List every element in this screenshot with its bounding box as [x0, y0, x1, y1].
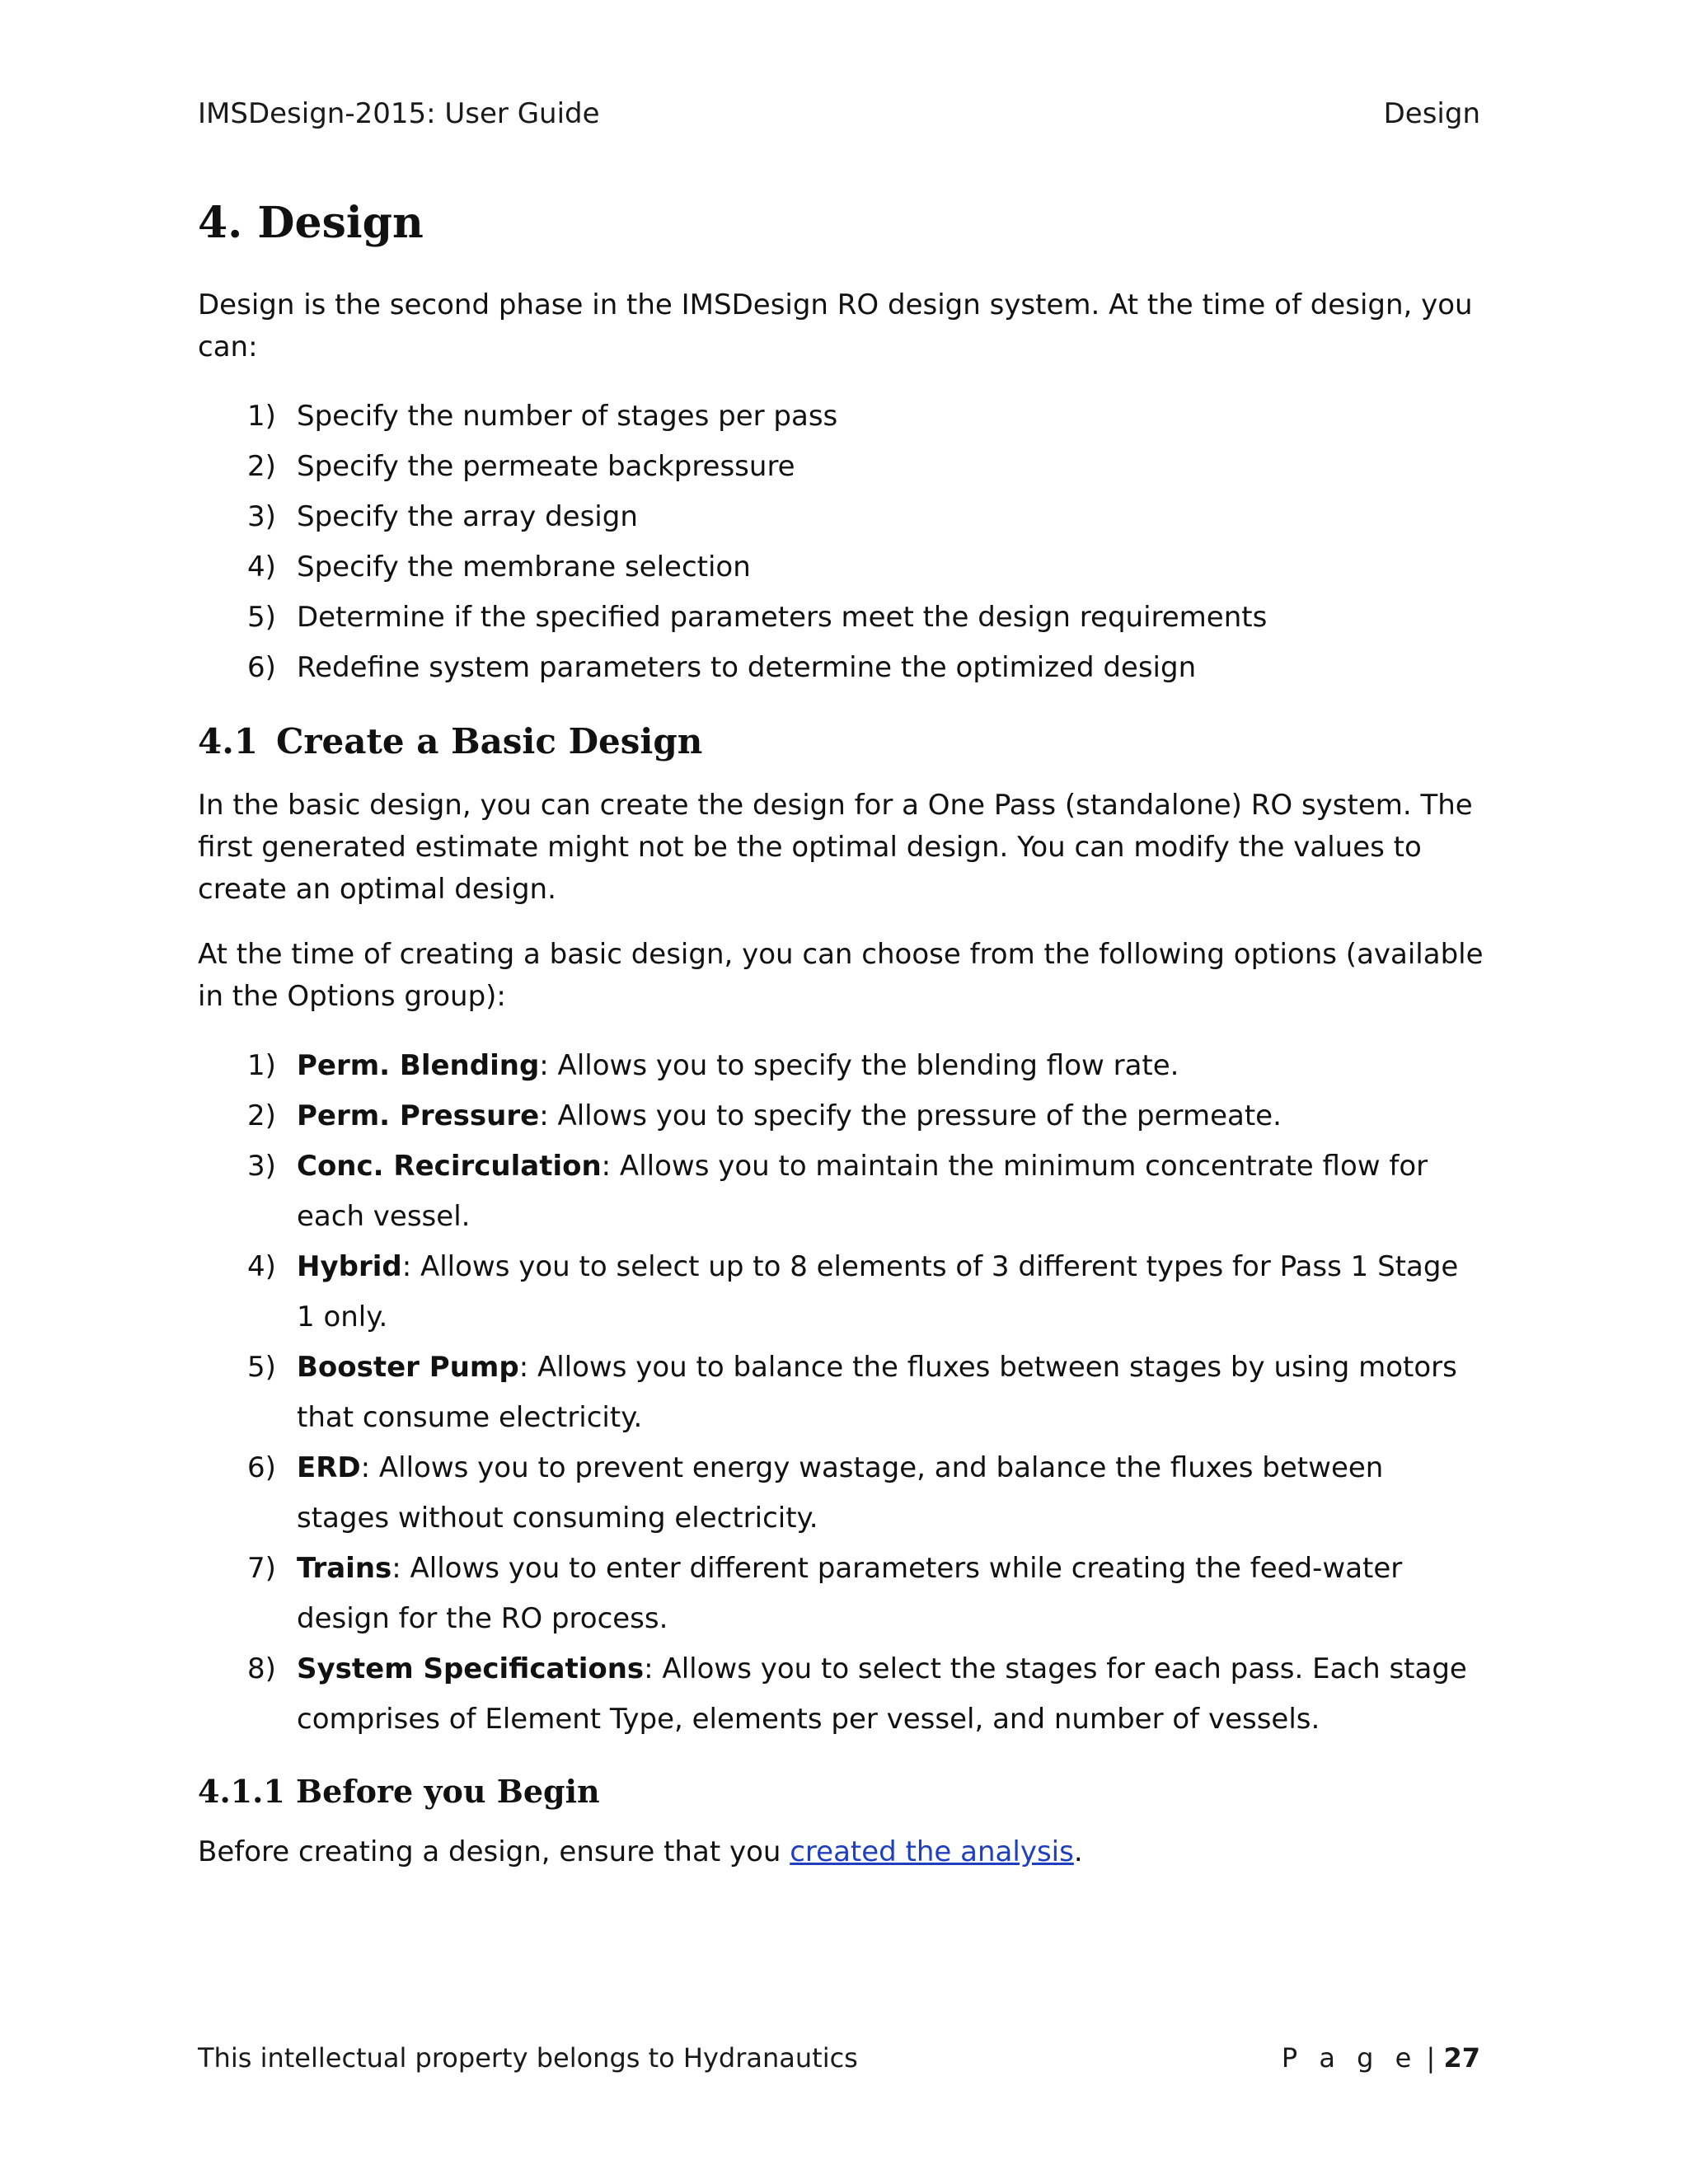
section-number: 4.1 — [198, 721, 259, 762]
header-chapter: Design — [1383, 97, 1480, 130]
list-text: Determine if the specified parameters meet the design requirements — [297, 601, 1268, 634]
list-number: 6) — [247, 651, 276, 684]
paragraph-text-end: . — [1073, 1835, 1083, 1868]
option-term: Trains — [297, 1552, 392, 1585]
list-number: 1) — [247, 400, 276, 433]
option-description: : Allows you to select up to 8 elements of 3 different types for Pass 1 Stage 1 only. — [297, 1250, 1459, 1333]
list-text: Specify the membrane selection — [297, 551, 751, 583]
list-item — [198, 391, 1484, 442]
list-text: Specify the permeate backpressure — [297, 450, 795, 483]
page-content — [198, 198, 1484, 1896]
options-list — [198, 1041, 1484, 1745]
list-item — [198, 643, 1484, 693]
option-term: Perm. Pressure — [297, 1099, 540, 1132]
footer-page-indicator — [1282, 2042, 1480, 2074]
chapter-title: 4. Design — [198, 198, 424, 248]
list-item — [198, 1041, 1484, 1091]
list-item — [198, 1544, 1484, 1644]
section-heading-4-1 — [198, 721, 1484, 762]
option-term: Conc. Recirculation — [297, 1150, 602, 1183]
page-label: P a g e — [1281, 2042, 1418, 2074]
page-footer — [198, 2042, 1480, 2074]
list-item — [198, 492, 1484, 542]
option-term: Booster Pump — [297, 1351, 519, 1384]
option-description: : Allows you to specify the blending flow rate. — [539, 1049, 1179, 1082]
option-description: : Allows you to prevent energy wastage, and balance the fluxes between stages without consuming electricity. — [297, 1451, 1384, 1535]
list-number: 5) — [247, 601, 276, 634]
list-number: 1) — [247, 1049, 276, 1082]
option-description: : Allows you to balance the fluxes between stages by using motors that consume electricity. — [297, 1351, 1457, 1434]
page-number: 27 — [1443, 2042, 1480, 2074]
option-description: : Allows you to enter different parameters while creating the feed-water design for the RO process. — [297, 1552, 1403, 1635]
list-number: 5) — [247, 1351, 276, 1384]
page-separator: | — [1426, 2042, 1436, 2074]
list-number: 2) — [247, 450, 276, 483]
option-description: : Allows you to select the stages for each pass. Each stage comprises of Element Type, elements per vessel, and number of vessels. — [297, 1652, 1467, 1736]
option-term: ERD — [297, 1451, 361, 1484]
list-text: Specify the array design — [297, 500, 638, 533]
list-item — [198, 1343, 1484, 1443]
option-description: : Allows you to maintain the minimum concentrate flow for each vessel. — [297, 1150, 1428, 1233]
list-item — [198, 542, 1484, 593]
list-item — [198, 1443, 1484, 1544]
section-paragraph-1: In the basic design, you can create the design for a One Pass (standalone) RO system. The first generated estimate might not be the optimal design. You can modify the values to create an optimal design. — [198, 789, 1473, 906]
list-item — [198, 1242, 1484, 1343]
intro-list — [198, 391, 1484, 693]
subsection-heading-4-1-1: 4.1.1 Before you Begin — [198, 1773, 600, 1810]
created-analysis-link[interactable]: created the analysis — [790, 1835, 1074, 1868]
option-description: : Allows you to specify the pressure of the permeate. — [539, 1099, 1282, 1132]
list-number: 8) — [247, 1652, 276, 1685]
list-number: 4) — [247, 551, 276, 583]
list-item — [198, 1141, 1484, 1242]
header-doc-title: IMSDesign-2015: User Guide — [198, 97, 600, 130]
footer-ownership-note: This intellectual property belongs to Hydranautics — [198, 2042, 858, 2074]
option-term: Hybrid — [297, 1250, 402, 1283]
option-term: Perm. Blending — [297, 1049, 540, 1082]
paragraph-text: Before creating a design, ensure that you — [198, 1835, 790, 1868]
list-number: 6) — [247, 1451, 276, 1484]
list-number: 7) — [247, 1552, 276, 1585]
list-text: Redefine system parameters to determine the optimized design — [297, 651, 1197, 684]
before-you-begin-paragraph — [198, 1831, 1484, 1873]
intro-paragraph: Design is the second phase in the IMSDesign RO design system. At the time of design, you can: — [198, 288, 1473, 363]
list-number: 3) — [247, 500, 276, 533]
list-number: 2) — [247, 1099, 276, 1132]
section-paragraph-2: At the time of creating a basic design, you can choose from the following options (available in the Options group): — [198, 938, 1484, 1013]
section-title: Create a Basic Design — [276, 721, 703, 762]
list-text: Specify the number of stages per pass — [297, 400, 838, 433]
list-item — [198, 442, 1484, 492]
list-number: 4) — [247, 1250, 276, 1283]
list-number: 3) — [247, 1150, 276, 1183]
page-header — [198, 97, 1480, 130]
option-term: System Specifications — [297, 1652, 645, 1685]
list-item — [198, 593, 1484, 643]
list-item — [198, 1091, 1484, 1141]
list-item — [198, 1644, 1484, 1745]
